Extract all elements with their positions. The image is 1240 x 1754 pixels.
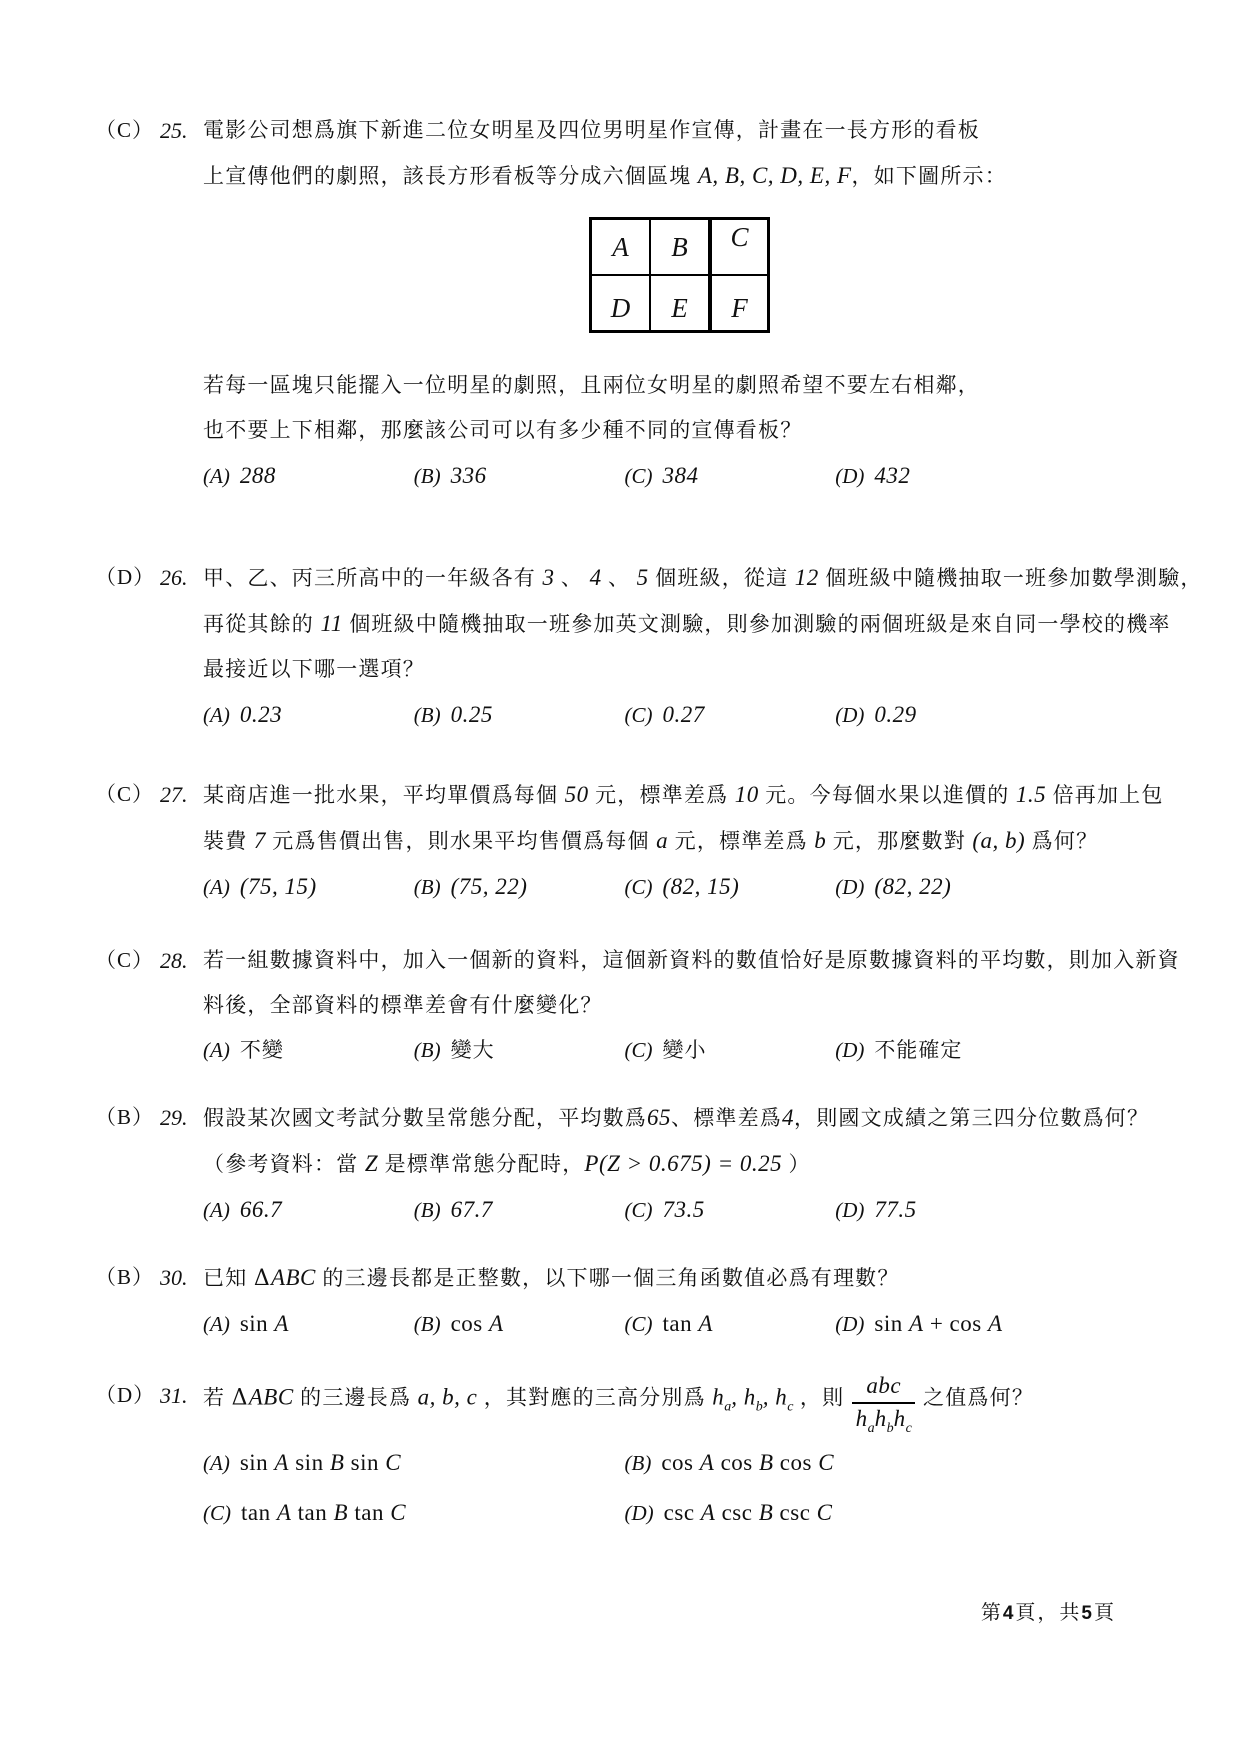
billboard-cell-label: C xyxy=(730,222,749,252)
option-item xyxy=(414,453,625,499)
option-item xyxy=(625,1438,1047,1488)
text-line xyxy=(203,1095,1150,1141)
option-item xyxy=(625,1488,1047,1538)
text-run: h xyxy=(874,1406,887,1432)
billboard-figure xyxy=(589,217,1046,333)
option-value xyxy=(663,1038,707,1062)
text-run: 77.5 xyxy=(874,1197,917,1222)
text-run: 之值爲何？ xyxy=(923,1385,1035,1410)
text-run: 元，標準差爲 xyxy=(588,783,735,807)
text-run: 0.23 xyxy=(239,702,283,727)
option-label: (C) xyxy=(624,1312,653,1336)
text-run: 10 xyxy=(734,782,759,807)
text-run: C xyxy=(390,1499,407,1525)
text-run: 73.5 xyxy=(662,1197,705,1222)
text-run: 若 xyxy=(203,1385,232,1410)
option-value xyxy=(661,1451,834,1475)
text-run: 336 xyxy=(450,463,487,488)
text-run: (82, 22) xyxy=(874,874,952,899)
option-item xyxy=(414,692,625,738)
text-run: C xyxy=(816,1499,833,1525)
text-run: Δ xyxy=(253,1266,271,1291)
text-run: 、標準差爲 xyxy=(671,1106,782,1130)
question-body xyxy=(203,1095,1150,1233)
text-run: A xyxy=(700,1499,716,1525)
text-run: tan xyxy=(662,1311,699,1336)
option-value xyxy=(240,1312,289,1336)
text-run: 、 xyxy=(601,566,637,590)
text-run: 上宣傳他們的劇照，該長方形看板等分成六個區塊 xyxy=(203,164,698,188)
text-line xyxy=(203,818,1099,864)
text-run: Δ xyxy=(231,1385,249,1411)
option-label: (B) xyxy=(413,1038,441,1062)
text-run: h xyxy=(712,1384,725,1410)
text-run: sin xyxy=(239,1311,275,1336)
option-item xyxy=(203,1028,414,1073)
question-block xyxy=(95,555,1203,738)
option-item xyxy=(835,453,1046,499)
text-run: 若每一區塊只能擺入一位明星的劇照，且兩位女明星的劇照希望不要左右相鄰， xyxy=(203,373,980,397)
text-run: A, B, C, D, E, F xyxy=(697,163,852,188)
option-label: (B) xyxy=(413,703,441,727)
text-run: cos xyxy=(714,1449,759,1475)
option-value xyxy=(451,1198,493,1222)
text-run: sin xyxy=(239,1449,275,1475)
text-run: cos xyxy=(450,1311,489,1336)
text-run: 的三邊長都是正整數，以下哪一個三角函數值必爲有理數？ xyxy=(315,1266,900,1290)
text-run: h xyxy=(893,1406,906,1432)
options-row xyxy=(203,864,1046,910)
option-value xyxy=(240,703,282,727)
option-value xyxy=(874,1198,916,1222)
text-run: ABC xyxy=(248,1384,294,1410)
text-run: sin xyxy=(344,1449,386,1475)
option-item xyxy=(203,1187,414,1233)
question-block xyxy=(95,938,1180,1073)
text-run: csc xyxy=(715,1499,759,1525)
option-value xyxy=(874,464,910,488)
option-item xyxy=(203,1301,414,1347)
option-label: (D) xyxy=(835,703,865,727)
text-run: h xyxy=(855,1406,868,1432)
text-run: A xyxy=(699,1449,715,1475)
answer-key: （B） xyxy=(95,1105,155,1129)
text-line xyxy=(203,1255,1046,1301)
text-run: Z xyxy=(364,1151,379,1176)
option-value xyxy=(663,703,705,727)
text-run: 假設某次國文考試分數呈常態分配，平均數爲 xyxy=(203,1106,647,1130)
option-item xyxy=(625,692,836,738)
option-value xyxy=(663,875,740,899)
text-run: 再從其餘的 xyxy=(203,612,321,636)
text-run: 5 xyxy=(636,565,649,590)
option-label: (C) xyxy=(624,875,653,899)
question-block xyxy=(95,1255,1045,1347)
billboard-cell-label: A xyxy=(612,231,629,262)
text-run: A xyxy=(274,1311,289,1336)
text-run: csc xyxy=(773,1499,817,1525)
option-label: (A) xyxy=(203,1312,230,1336)
option-label: (C) xyxy=(624,1038,653,1062)
text-run: P(Z > 0.675) = 0.25 xyxy=(584,1151,783,1176)
text-line xyxy=(203,555,1203,601)
option-item xyxy=(835,864,1046,910)
text-run: B xyxy=(329,1449,345,1475)
text-run: 0.25 xyxy=(450,702,493,727)
billboard-cell xyxy=(709,275,768,331)
text-run: c xyxy=(905,1421,912,1437)
text-run: ABC xyxy=(270,1265,316,1290)
fraction xyxy=(852,1373,915,1438)
text-run: 67.7 xyxy=(450,1197,493,1222)
option-item xyxy=(625,864,836,910)
option-item xyxy=(414,1301,625,1347)
text-run: 第 xyxy=(980,1602,1003,1624)
question-list xyxy=(95,108,1203,1538)
text-run: 裝費 xyxy=(203,829,254,853)
text-line xyxy=(203,772,1164,818)
question-body xyxy=(203,772,1164,910)
option-label: (A) xyxy=(203,1450,230,1475)
option-value xyxy=(874,875,951,899)
text-run: 384 xyxy=(662,463,699,488)
option-label: (C) xyxy=(203,1500,231,1525)
question-number: 28. xyxy=(160,948,188,973)
option-label: (A) xyxy=(203,1038,230,1062)
text-run: 已知 xyxy=(203,1266,254,1290)
option-label: (D) xyxy=(624,1500,654,1525)
option-label: (D) xyxy=(835,1198,865,1222)
text-run: ） xyxy=(782,1152,811,1176)
option-value xyxy=(241,1501,406,1525)
text-run: h xyxy=(775,1384,788,1410)
option-label: (A) xyxy=(203,464,230,488)
text-line xyxy=(203,938,1180,983)
answer-key: （D） xyxy=(95,1383,156,1407)
text-run: 頁，共 xyxy=(1015,1602,1082,1624)
text-run: B xyxy=(758,1449,774,1475)
text-run: 0.27 xyxy=(662,702,705,727)
text-run: 個班級，從這 xyxy=(648,566,795,590)
option-item xyxy=(203,1438,625,1488)
billboard-cell xyxy=(709,219,768,275)
text-run: 元。今每個水果以進價的 xyxy=(758,783,1016,807)
option-label: (B) xyxy=(624,1450,652,1475)
option-item xyxy=(835,1301,1046,1347)
text-run: 個班級中隨機抽取一班參加數學測驗， xyxy=(818,566,1203,590)
text-run: ，則國文成績之第三四分位數爲何？ xyxy=(794,1106,1150,1130)
text-run: 288 xyxy=(239,463,276,488)
text-run: 個班級中隨機抽取一班參加英文測驗，則參加測驗的兩個班級是來自同一學校的機率 xyxy=(342,612,1171,636)
text-line xyxy=(203,1141,1046,1187)
option-label: (D) xyxy=(835,1312,865,1336)
question-body xyxy=(203,938,1180,1073)
billboard-cell xyxy=(591,275,650,331)
text-run: 元，那麼數對 xyxy=(826,829,973,853)
option-item xyxy=(625,1028,836,1073)
page-footer xyxy=(981,1596,1116,1625)
options-row xyxy=(203,453,1046,499)
billboard-grid xyxy=(589,217,770,333)
text-run: c xyxy=(787,1399,794,1415)
text-run: sin xyxy=(874,1311,909,1336)
option-item xyxy=(203,692,414,738)
text-run: A xyxy=(489,1311,504,1336)
question-number: 31. xyxy=(160,1383,188,1408)
text-line xyxy=(203,408,1046,453)
text-run: (82, 15) xyxy=(662,874,740,899)
text-run: ，如下圖所示： xyxy=(851,164,1007,188)
option-label: (D) xyxy=(835,875,865,899)
option-value xyxy=(451,703,493,727)
text-run: 5 xyxy=(1081,1603,1094,1624)
text-run: a xyxy=(656,828,669,853)
text-run: , xyxy=(762,1384,776,1410)
text-run: 50 xyxy=(564,782,589,807)
text-run: a xyxy=(867,1421,875,1437)
text-run: 11 xyxy=(320,611,343,636)
text-run: 的三邊長爲 xyxy=(293,1385,418,1410)
text-run: a, b, c xyxy=(417,1384,478,1410)
text-run: + cos xyxy=(923,1311,988,1336)
option-label: (A) xyxy=(203,703,230,727)
text-run: A xyxy=(274,1449,289,1475)
text-run: 若一組數據資料中，加入一個新的資料，這個新資料的數值恰好是原數據資料的平均數，則加入新資 xyxy=(203,948,1180,972)
text-run: 不變 xyxy=(239,1038,284,1062)
question-block xyxy=(95,108,1045,499)
option-label: (B) xyxy=(413,464,441,488)
answer-key: （C） xyxy=(95,948,155,972)
option-item xyxy=(835,1028,1046,1073)
text-line xyxy=(203,1373,1046,1438)
option-label: (A) xyxy=(203,875,230,899)
text-run: b xyxy=(814,828,827,853)
option-value xyxy=(451,464,487,488)
question-block xyxy=(95,1095,1150,1233)
text-run: 3 xyxy=(542,565,555,590)
text-run: 66.7 xyxy=(239,1197,283,1222)
fraction-numerator xyxy=(852,1373,915,1404)
text-run: 元，標準差爲 xyxy=(668,829,815,853)
text-run: (75, 22) xyxy=(450,874,528,899)
option-item xyxy=(625,453,836,499)
text-run: 料後，全部資料的標準差會有什麼變化？ xyxy=(203,993,603,1017)
question-number: 29. xyxy=(160,1105,188,1130)
text-run: h xyxy=(743,1384,756,1410)
text-run: 、 xyxy=(554,566,590,590)
billboard-cell xyxy=(650,275,709,331)
text-run: 倍再加上包 xyxy=(1046,783,1164,807)
question-number: 30. xyxy=(160,1265,188,1290)
option-value xyxy=(240,464,276,488)
option-item xyxy=(203,864,414,910)
text-run: a xyxy=(724,1399,732,1415)
option-value xyxy=(240,1038,284,1062)
text-run: (a, b) xyxy=(972,828,1026,853)
question-body xyxy=(203,555,1203,738)
option-item xyxy=(625,1301,836,1347)
text-run: B xyxy=(758,1499,774,1525)
options-row xyxy=(203,1438,1046,1538)
fraction-denominator xyxy=(852,1404,915,1437)
option-label: (C) xyxy=(624,1198,653,1222)
text-run: ，其對應的三高分別爲 xyxy=(477,1385,713,1410)
option-item xyxy=(835,1187,1046,1233)
text-run: 元爲售價出售，則水果平均售價爲每個 xyxy=(265,829,657,853)
option-value xyxy=(240,1198,282,1222)
option-item xyxy=(414,1187,625,1233)
text-run: 最接近以下哪一選項？ xyxy=(203,657,425,681)
option-value xyxy=(874,1312,1002,1336)
text-run: 甲、乙、丙三所高中的一年級各有 xyxy=(203,566,543,590)
text-line xyxy=(203,108,1046,153)
billboard-cell xyxy=(650,219,709,275)
text-run: 65 xyxy=(647,1105,671,1130)
question-body xyxy=(203,1373,1046,1538)
billboard-cell xyxy=(591,219,650,275)
text-line xyxy=(203,363,1046,408)
answer-key: （C） xyxy=(95,782,155,806)
option-value xyxy=(451,1312,504,1336)
text-run: A xyxy=(909,1311,924,1336)
text-run: A xyxy=(276,1499,292,1525)
text-line xyxy=(203,647,1046,692)
option-label: (D) xyxy=(835,1038,865,1062)
option-value xyxy=(451,875,528,899)
options-row xyxy=(203,1301,1046,1347)
text-run: 某商店進一批水果，平均單價爲每個 xyxy=(203,783,565,807)
option-item xyxy=(835,692,1046,738)
option-label: (B) xyxy=(413,875,441,899)
text-run: 不能確定 xyxy=(874,1038,963,1062)
option-item xyxy=(203,1488,625,1538)
option-label: (B) xyxy=(413,1198,441,1222)
text-run: tan xyxy=(291,1499,334,1525)
text-run: 432 xyxy=(874,463,911,488)
option-value xyxy=(451,1038,495,1062)
text-run: sin xyxy=(288,1449,330,1475)
text-run: 變小 xyxy=(662,1038,707,1062)
text-run: 爲何？ xyxy=(1025,829,1099,853)
text-run: 是標準常態分配時， xyxy=(378,1152,585,1176)
text-run: （參考資料：當 xyxy=(203,1152,365,1176)
option-item xyxy=(414,1028,625,1073)
question-body xyxy=(203,1255,1046,1347)
option-value xyxy=(874,1038,962,1062)
text-run: tan xyxy=(241,1499,277,1525)
text-line xyxy=(203,983,1046,1028)
question-body xyxy=(203,108,1046,499)
billboard-cell-label: B xyxy=(671,231,688,262)
text-run: cos xyxy=(773,1449,819,1475)
answer-key: （C） xyxy=(95,118,155,142)
billboard-cell-label: F xyxy=(731,292,748,323)
answer-key: （B） xyxy=(95,1265,155,1289)
option-value xyxy=(664,1501,833,1525)
text-run: csc xyxy=(663,1499,701,1525)
text-run: 12 xyxy=(794,565,819,590)
question-number: 27. xyxy=(160,782,188,807)
option-value xyxy=(663,464,699,488)
options-row xyxy=(203,1187,1046,1233)
text-run: b xyxy=(886,1421,894,1437)
options-row xyxy=(203,1028,1046,1073)
text-run: 頁 xyxy=(1094,1602,1116,1624)
option-item xyxy=(625,1187,836,1233)
option-label: (C) xyxy=(624,464,653,488)
option-item xyxy=(414,864,625,910)
billboard-cell-label: D xyxy=(610,292,631,323)
option-value xyxy=(240,1451,401,1475)
billboard-cell-label: E xyxy=(671,292,688,323)
option-item xyxy=(203,453,414,499)
option-label: (D) xyxy=(835,464,865,488)
text-run: b xyxy=(755,1399,763,1415)
text-run: abc xyxy=(866,1373,902,1398)
text-run: 0.29 xyxy=(874,702,917,727)
text-run: 4 xyxy=(1002,1603,1016,1624)
question-block xyxy=(95,1373,1045,1538)
option-value xyxy=(663,1312,713,1336)
text-run: C xyxy=(385,1449,402,1475)
text-run: (75, 15) xyxy=(239,874,317,899)
option-label: (A) xyxy=(203,1198,230,1222)
option-value xyxy=(240,875,317,899)
text-run: cos xyxy=(661,1449,700,1475)
question-block xyxy=(95,772,1164,910)
option-value xyxy=(874,703,916,727)
text-run: 電影公司想爲旗下新進二位女明星及四位男明星作宣傳，計畫在一長方形的看板 xyxy=(203,118,980,142)
option-value xyxy=(663,1198,705,1222)
question-number: 26. xyxy=(160,565,188,590)
text-run: C xyxy=(818,1449,835,1475)
text-run: tan xyxy=(348,1499,391,1525)
text-run: 1.5 xyxy=(1015,782,1047,807)
option-label: (B) xyxy=(413,1312,441,1336)
answer-key: （D） xyxy=(95,565,156,589)
text-run: 變大 xyxy=(450,1038,495,1062)
text-run: A xyxy=(698,1311,713,1336)
text-run: 4 xyxy=(589,565,602,590)
options-row xyxy=(203,692,1046,738)
text-run: A xyxy=(987,1311,1003,1336)
text-run: , xyxy=(731,1384,744,1410)
question-number: 25. xyxy=(160,118,188,143)
text-line xyxy=(203,153,1046,199)
text-run: 也不要上下相鄰，那麼該公司可以有多少種不同的宣傳看板？ xyxy=(203,418,803,442)
text-run: ，則 xyxy=(793,1385,845,1410)
text-run: B xyxy=(333,1499,349,1525)
text-run: 4 xyxy=(782,1105,794,1130)
option-label: (C) xyxy=(624,703,653,727)
text-line xyxy=(203,601,1171,647)
text-run: 7 xyxy=(253,828,266,853)
